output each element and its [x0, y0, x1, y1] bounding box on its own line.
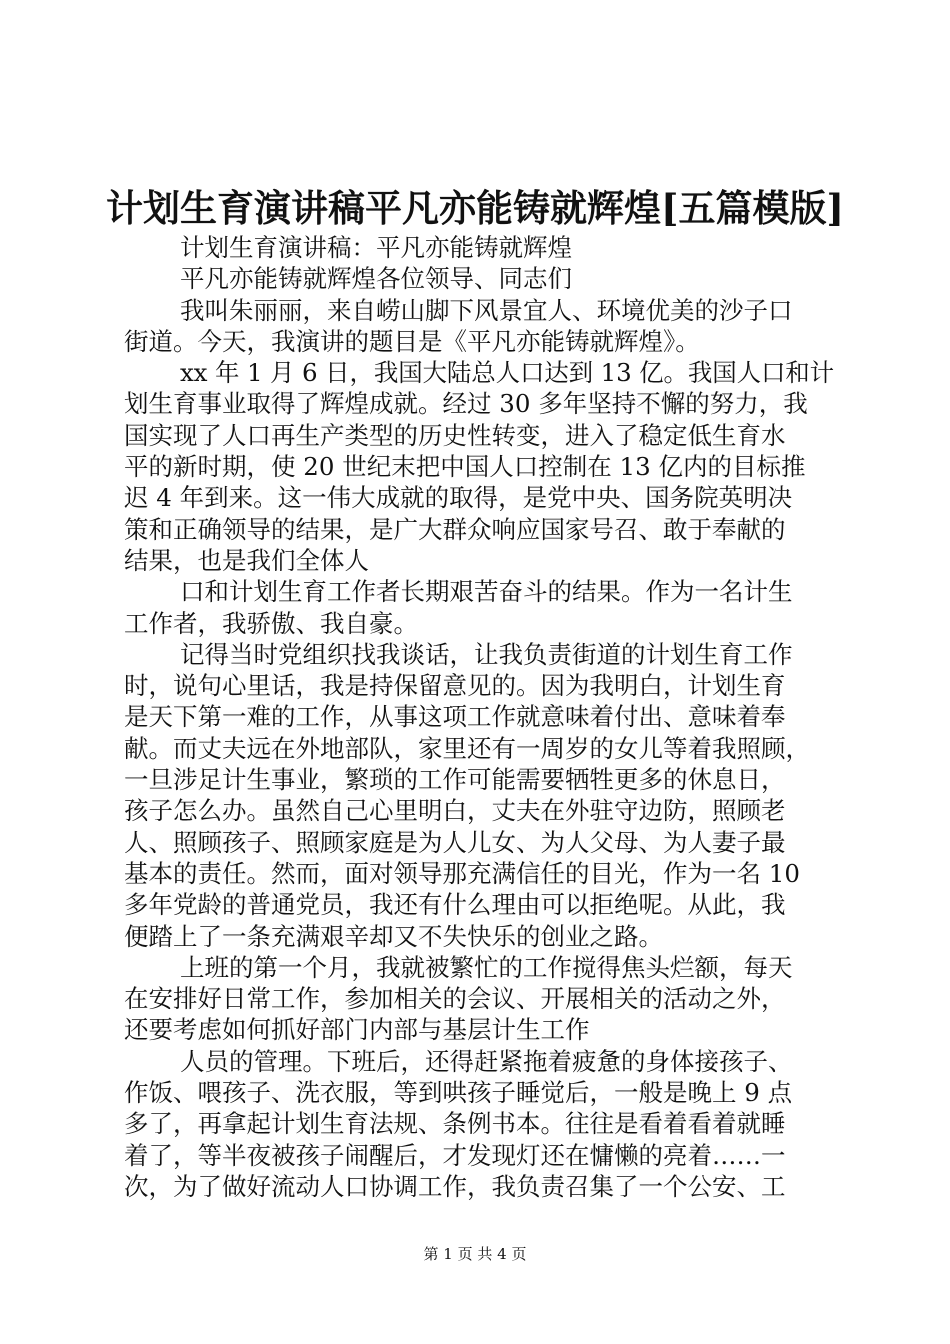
- text-line: 国实现了人口再生产类型的历史性转变，进入了稳定低生育水: [124, 420, 786, 450]
- text-line: xx 年 1 月 6 日，我国大陆总人口达到 13 亿。我国人口和计: [180, 358, 834, 388]
- text-line: 迟 4 年到来。这一伟大成就的取得，是党中央、国务院英明决: [124, 483, 793, 513]
- text-line: 我叫朱丽丽，来自崂山脚下风景宜人、环境优美的沙子口: [180, 295, 793, 325]
- text-line: 人员的管理。下班后，还得赶紧拖着疲惫的身体接孩子、: [180, 1046, 793, 1076]
- text-line: 还要考虑如何抓好部门内部与基层计生工作: [124, 1015, 590, 1045]
- text-line: 是天下第一难的工作，从事这项工作就意味着付出、意味着奉: [124, 702, 786, 732]
- text-line: 划生育事业取得了辉煌成就。经过 30 多年坚持不懈的努力，我: [124, 389, 808, 419]
- text-line: 人、照顾孩子、照顾家庭是为人儿女、为人父母、为人妻子最: [124, 827, 786, 857]
- text-line: 作饭、喂孩子、洗衣服，等到哄孩子睡觉后，一般是晚上 9 点: [124, 1078, 793, 1108]
- text-line: 孩子怎么办。虽然自己心里明白，丈夫在外驻守边防，照顾老: [124, 796, 786, 826]
- text-line: 结果，也是我们全体人: [124, 545, 369, 575]
- text-line: 着了，等半夜被孩子闹醒后，才发现灯还在慵懒的亮着……一: [124, 1140, 786, 1170]
- text-line: 平凡亦能铸就辉煌各位领导、同志们: [180, 264, 572, 294]
- text-line: 在安排好日常工作，参加相关的会议、开展相关的活动之外，: [124, 984, 786, 1014]
- text-line: 时，说句心里话，我是持保留意见的。因为我明白，计划生育: [124, 671, 786, 701]
- text-line: 街道。今天，我演讲的题目是《平凡亦能铸就辉煌》。: [124, 326, 700, 356]
- text-line: 多了，再拿起计划生育法规、条例书本。往往是看着看着就睡: [124, 1109, 786, 1139]
- text-line: 一旦涉足计生事业，繁琐的工作可能需要牺牲更多的休息日，: [124, 765, 786, 795]
- text-line: 献。而丈夫远在外地部队，家里还有一周岁的女儿等着我照顾，: [124, 733, 810, 763]
- document-body: [124, 232, 834, 1202]
- text-line: 上班的第一个月，我就被繁忙的工作搅得焦头烂额，每天: [180, 952, 793, 982]
- text-line: 多年党龄的普通党员，我还有什么理由可以拒绝呢。从此，我: [124, 890, 786, 920]
- document-title: 计划生育演讲稿平凡亦能铸就辉煌[五篇模版]: [105, 186, 844, 230]
- text-line: 记得当时党组织找我谈话，让我负责街道的计划生育工作: [180, 639, 793, 669]
- text-line: 平的新时期，使 20 世纪末把中国人口控制在 13 亿内的目标推: [124, 452, 806, 482]
- text-line: 策和正确领导的结果，是广大群众响应国家号召、敢于奉献的: [124, 514, 786, 544]
- text-line: 次，为了做好流动人口协调工作，我负责召集了一个公安、工: [124, 1171, 786, 1201]
- page-footer: 第 1 页 共 4 页: [423, 1245, 527, 1263]
- text-line: 基本的责任。然而，面对领导那充满信任的目光，作为一名 10: [124, 858, 800, 888]
- text-line: 计划生育演讲稿：平凡亦能铸就辉煌: [180, 233, 572, 262]
- text-line: 口和计划生育工作者长期艰苦奋斗的结果。作为一名计生: [180, 577, 793, 607]
- text-line: 便踏上了一条充满艰辛却又不失快乐的创业之路。: [124, 921, 663, 951]
- text-line: 工作者，我骄傲、我自豪。: [124, 608, 418, 638]
